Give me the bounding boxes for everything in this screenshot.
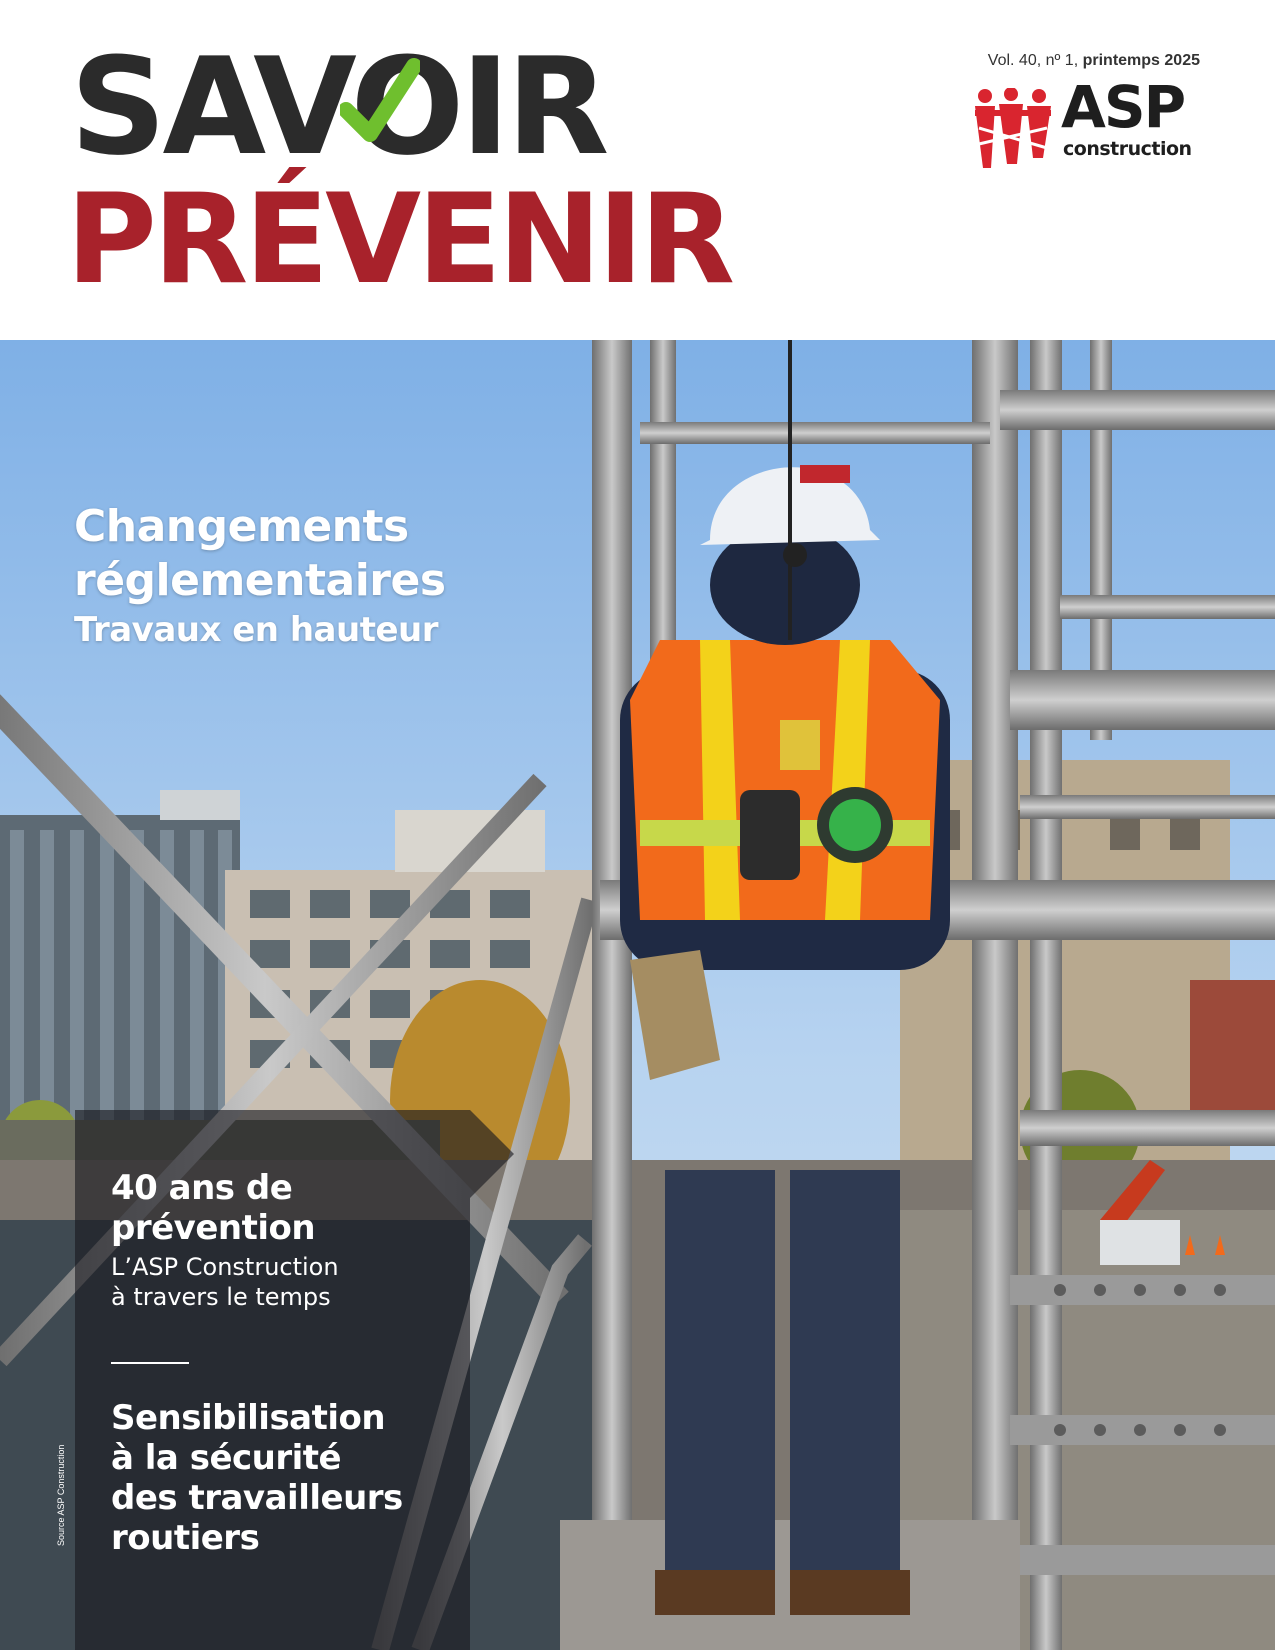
asp-construction-logo (975, 73, 1205, 176)
issue-info (988, 52, 1200, 70)
checkmark-icon (340, 58, 420, 148)
feature-sensibilisation (111, 1398, 456, 1558)
asp-logo-text: ASP (1061, 73, 1185, 141)
asp-logo-subtitle: construction (1063, 138, 1192, 160)
feature2-title-line1: Sensibilisation (111, 1398, 386, 1438)
headline-line1: Changements (74, 501, 409, 552)
issue-season: printemps 2025 (1082, 52, 1200, 69)
issue-volume: Vol. 40, nº 1, (987, 52, 1079, 69)
masthead (0, 0, 1275, 340)
feature1-title-line1: 40 ans de (111, 1168, 293, 1208)
magazine-title-line2: PRÉVENIR (66, 168, 732, 312)
feature1-subtitle-line2: à travers le temps (111, 1283, 331, 1311)
feature1-title-line2: prévention (111, 1208, 316, 1248)
feature-divider (111, 1362, 189, 1364)
photo-credit: Source ASP Construction (56, 1444, 66, 1546)
magazine-title-line1: SAVOIR (70, 29, 606, 185)
feature2-title-line4: routiers (111, 1518, 260, 1558)
feature-40-ans (111, 1168, 451, 1312)
cover-headline (74, 500, 674, 650)
feature1-subtitle-line1: L’ASP Construction (111, 1253, 339, 1281)
headline-subtitle: Travaux en hauteur (74, 610, 438, 650)
feature2-title-line2: à la sécurité (111, 1438, 342, 1478)
feature2-title-line3: des travailleurs (111, 1478, 403, 1518)
features-panel (75, 1110, 470, 1650)
asp-figures-icon (975, 88, 1051, 168)
headline-line2: réglementaires (74, 555, 446, 606)
panel-arrow (470, 1110, 514, 1198)
